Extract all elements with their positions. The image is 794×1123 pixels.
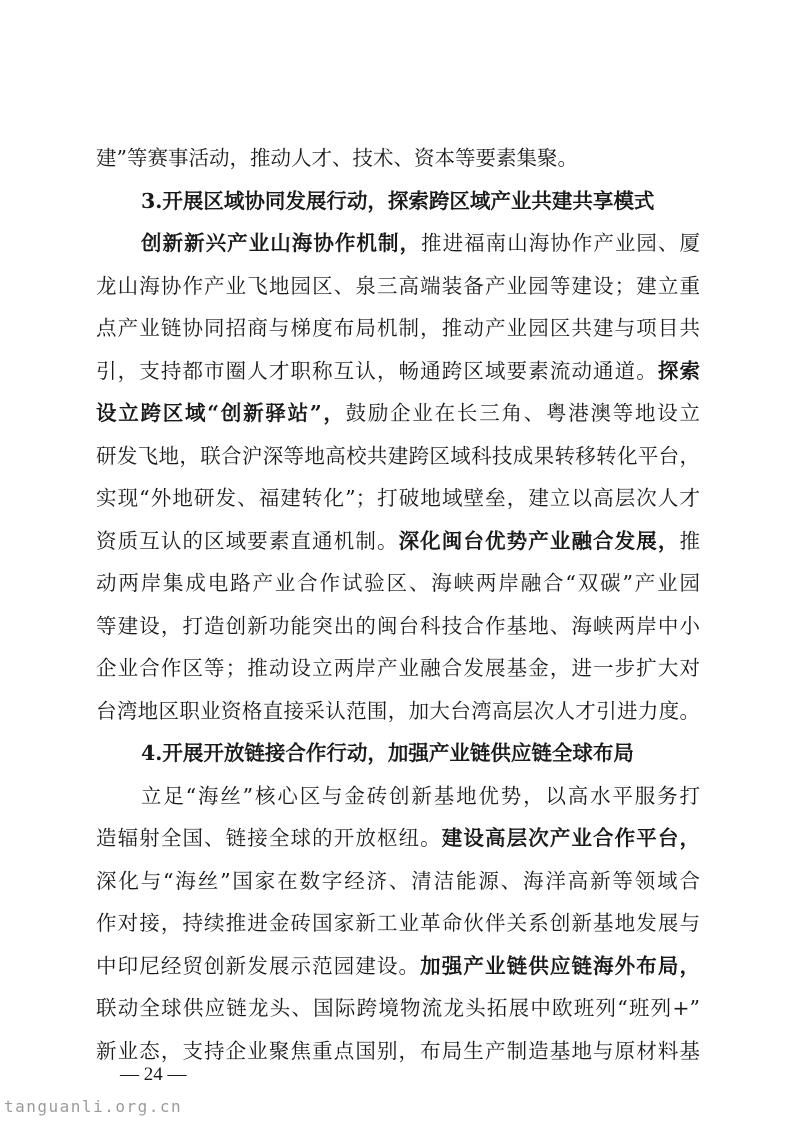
text-run: 中印尼经贸创新发展示范园建设。 [96,954,421,978]
text-run: 等建设，打造创新功能突出的闽台科技合作基地、海峡两岸中小 [96,614,700,638]
paragraph-line [96,271,700,301]
text-run: 点产业链协同招商与梯度布局机制，推动产业园区共建与项目共 [96,316,700,340]
bold-run: 加强产业链供应链海外布局， [420,954,701,978]
paragraph-line [96,356,700,386]
paragraph-line [96,908,700,938]
bold-run: 建设高层次产业合作平台， [441,826,701,850]
bold-run: 探索 [657,359,701,383]
text-run: 引，支持都市圈人才职称互认，畅通跨区域要素流动通道。 [96,359,658,383]
paragraph-line [96,696,700,726]
text-run: 新业态，支持企业聚焦重点国别，布局生产制造基地与原材料基 [96,1039,700,1063]
paragraph-line [96,568,700,598]
text-run: 鼓励企业在长三角、粤港澳等地设立 [345,401,700,425]
bold-run: 深化闽台优势产业融合发展， [398,529,680,553]
text-run: 深化与“海丝”国家在数字经济、清洁能源、海洋高新等领域合 [96,869,700,893]
text-run: 推进福南山海协作产业园、厦 [421,231,701,255]
paragraph-line [96,951,700,981]
text-run: 联动全球供应链龙头、国际跨境物流龙头拓展中欧班列“班列+” [96,996,700,1020]
section-heading-4 [141,738,700,768]
watermark: tanguanli.org.cn [4,1097,183,1116]
text-run: 实现“外地研发、福建转化”；打破地域壁垒，建立以高层次人才 [96,486,700,510]
paragraph-line [141,228,700,258]
paragraph-line [96,313,700,343]
text-run: 台湾地区职业资格直接采认范围，加大台湾高层次人才引进力度。 [96,699,700,723]
text-run: 企业合作区等；推动设立两岸产业融合发展基金，进一步扩大对 [96,656,700,680]
heading-text: 3.开展区域协同发展行动，探索跨区域产业共建共享模式 [141,189,655,213]
page-number: — 24 — [120,1064,187,1085]
bold-run: 创新新兴产业山海协作机制， [141,231,422,255]
text-run: 造辐射全国、链接全球的开放枢纽。 [96,826,442,850]
text-run: 推 [679,529,701,553]
section-heading-3 [141,186,700,216]
paragraph-line [96,398,700,428]
paragraph-line [141,781,700,811]
bold-run: 设立跨区域“创新驿站”， [96,401,346,425]
text-run: 建”等赛事活动，推动人才、技术、资本等要素集聚。 [96,146,578,170]
paragraph-line [96,143,700,173]
text-run: 动两岸集成电路产业合作试验区、海峡两岸融合“双碳”产业园 [96,571,700,595]
text-run: 研发飞地，联合沪深等地高校共建跨区域科技成果转移转化平台， [96,444,700,468]
paragraph-line [96,611,700,641]
paragraph-line [96,441,700,471]
paragraph-line [96,653,700,683]
paragraph-line [96,526,700,556]
paragraph-line [96,483,700,513]
paragraph-line [96,993,700,1023]
text-run: 立足“海丝”核心区与金砖创新基地优势，以高水平服务打 [141,784,700,808]
paragraph-line [96,823,700,853]
paragraph-line [96,866,700,896]
heading-text: 4.开展开放链接合作行动，加强产业链供应链全球布局 [141,741,634,765]
text-run: 作对接，持续推进金砖国家新工业革命伙伴关系创新基地发展与 [96,911,700,935]
paragraph-line [96,1036,700,1066]
text-run: 资质互认的区域要素直通机制。 [96,529,399,553]
text-run: 龙山海协作产业飞地园区、泉三高端装备产业园等建设；建立重 [96,274,700,298]
